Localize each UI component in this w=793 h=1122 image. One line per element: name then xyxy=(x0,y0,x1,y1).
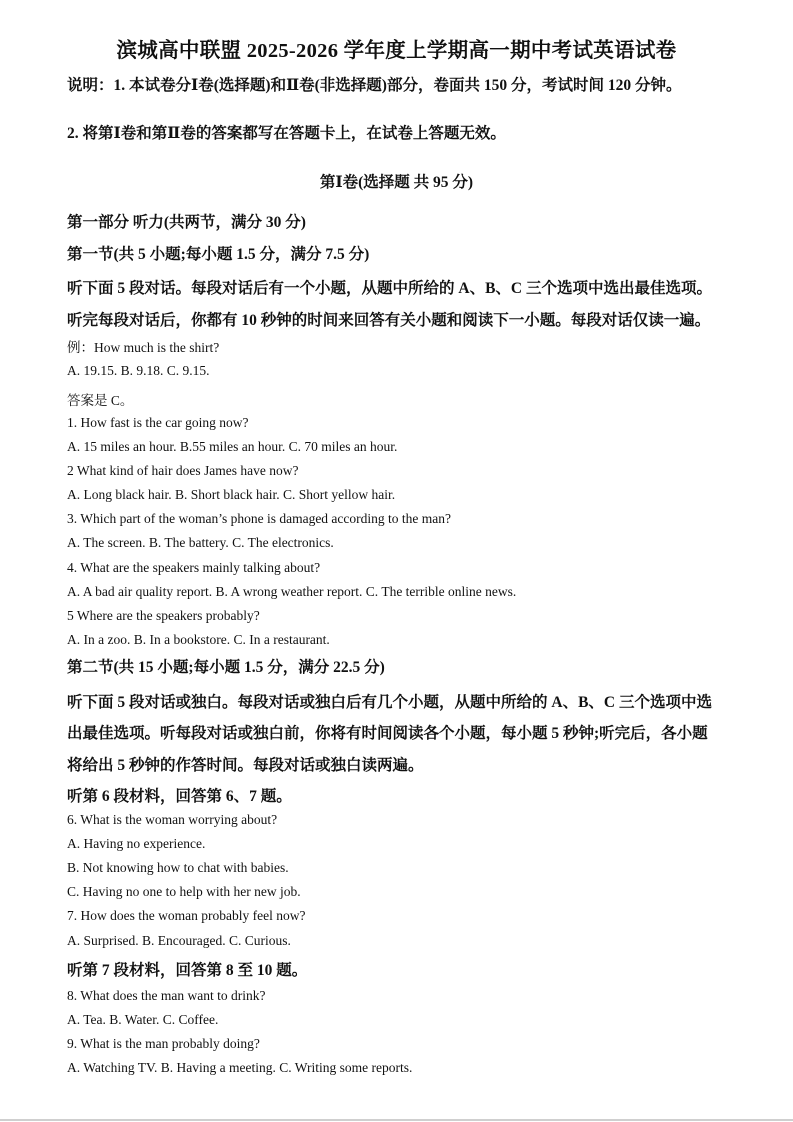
material-7-heading: 听第 7 段材料，回答第 8 至 10 题。 xyxy=(67,962,308,979)
question-9-options: A. Watching TV. B. Having a meeting. C. Writing some reports. xyxy=(67,1060,413,1075)
example-answer: 答案是 C。 xyxy=(67,393,134,408)
exam-title: 滨城高中联盟 2025-2026 学年度上学期高一期中考试英语试卷 xyxy=(116,40,677,62)
instructions-line-1: 说明：1. 本试卷分Ⅰ卷(选择题)和Ⅱ卷(非选择题)部分，卷面共 150 分，考试时间 120 分钟。 xyxy=(67,77,682,94)
section2-directions-line-1: 听下面 5 段对话或独白。每段对话或独白后有几个小题，从题中所给的 A、B、C 三个选项中选 xyxy=(67,694,712,711)
volume1-heading: 第Ⅰ卷(选择题 共 95 分) xyxy=(319,174,474,191)
page-bottom-divider xyxy=(0,1119,793,1121)
question-6-option-c: C. Having no one to help with her new job. xyxy=(67,884,301,899)
question-2: 2 What kind of hair does James have now? xyxy=(67,463,299,478)
question-6: 6. What is the woman worrying about? xyxy=(67,812,278,827)
example-options: A. 19.15. B. 9.18. C. 9.15. xyxy=(67,363,210,378)
section2-directions-line-2: 出最佳选项。听每段对话或独白前，你将有时间阅读各个小题，每小题 5 秒钟;听完后，各小题 xyxy=(67,725,708,742)
question-1-options: A. 15 miles an hour. B.55 miles an hour. C. 70 miles an hour. xyxy=(67,439,398,454)
question-4: 4. What are the speakers mainly talking about? xyxy=(67,560,321,575)
question-9: 9. What is the man probably doing? xyxy=(67,1036,260,1051)
question-3: 3. Which part of the woman’s phone is damaged according to the man? xyxy=(67,511,452,526)
question-5-options: A. In a zoo. B. In a bookstore. C. In a restaurant. xyxy=(67,632,330,647)
question-3-options: A. The screen. B. The battery. C. The electronics. xyxy=(67,535,334,550)
question-7: 7. How does the woman probably feel now? xyxy=(67,908,306,923)
section2-heading: 第二节(共 15 小题;每小题 1.5 分，满分 22.5 分) xyxy=(67,659,385,676)
example-question: 例：How much is the shirt? xyxy=(67,340,220,355)
question-8: 8. What does the man want to drink? xyxy=(67,988,266,1003)
material-6-heading: 听第 6 段材料，回答第 6、7 题。 xyxy=(67,788,292,805)
section2-directions-line-3: 将给出 5 秒钟的作答时间。每段对话或独白读两遍。 xyxy=(67,757,424,774)
question-7-options: A. Surprised. B. Encouraged. C. Curious. xyxy=(67,933,291,948)
question-4-options: A. A bad air quality report. B. A wrong weather report. C. The terrible online news. xyxy=(67,584,517,599)
question-5: 5 Where are the speakers probably? xyxy=(67,608,260,623)
question-1: 1. How fast is the car going now? xyxy=(67,415,249,430)
part1-heading: 第一部分 听力(共两节，满分 30 分) xyxy=(67,214,306,231)
question-2-options: A. Long black hair. B. Short black hair. C. Short yellow hair. xyxy=(67,487,396,502)
question-6-option-b: B. Not knowing how to chat with babies. xyxy=(67,860,289,875)
question-8-options: A. Tea. B. Water. C. Coffee. xyxy=(67,1012,219,1027)
section1-directions-line-1: 听下面 5 段对话。每段对话后有一个小题，从题中所给的 A、B、C 三个选项中选出最佳选项。 xyxy=(67,280,712,297)
section1-heading: 第一节(共 5 小题;每小题 1.5 分，满分 7.5 分) xyxy=(67,246,370,263)
section1-directions-line-2: 听完每段对话后，你都有 10 秒钟的时间来回答有关小题和阅读下一小题。每段对话仅读一遍。 xyxy=(67,312,711,329)
instructions-line-2: 2. 将第Ⅰ卷和第Ⅱ卷的答案都写在答题卡上，在试卷上答题无效。 xyxy=(67,125,506,142)
question-6-option-a: A. Having no experience. xyxy=(67,836,206,851)
